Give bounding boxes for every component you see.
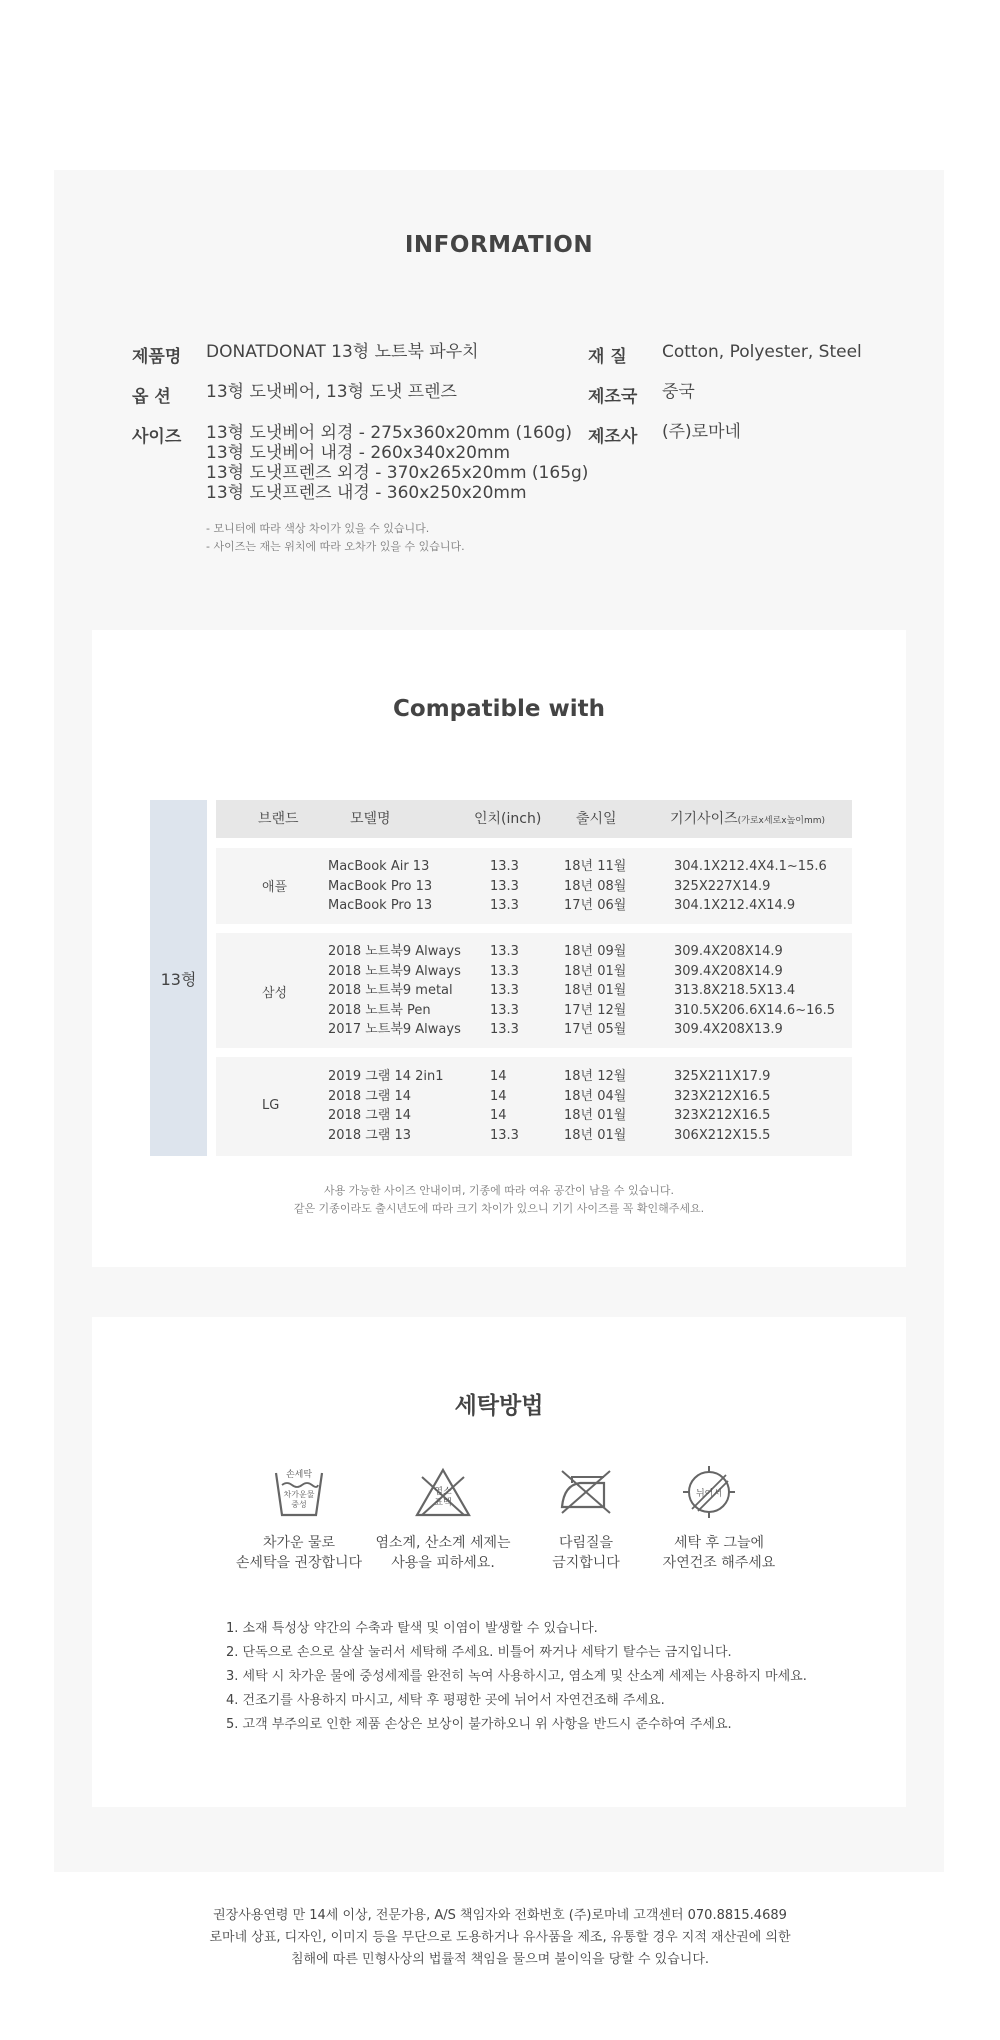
caption-line: 세탁 후 그늘에 <box>673 1535 765 1551</box>
table-cell: 2018 노트북 Pen <box>328 1002 431 1018</box>
table-cell: 18년 09월 <box>564 944 627 959</box>
footer-line: 권장사용연령 만 14세 이상, 전문가용, A/S 책임자와 전화번호 (주)로마네 고객센터 070.8815.4689 <box>213 1908 787 1923</box>
table-cell: 306X212X15.5 <box>674 1127 771 1143</box>
material-value: Cotton, Polyester, Steel <box>662 342 862 362</box>
handwash-icon-text: 차가운물 <box>283 1490 315 1499</box>
washing-card <box>92 1317 906 1807</box>
caption-line: 사용을 피하세요. <box>391 1555 495 1571</box>
table-cell: 14 <box>490 1088 507 1104</box>
inch-column <box>490 1067 519 1145</box>
size-label: 사이즈 <box>132 427 182 447</box>
table-cell: MacBook Air 13 <box>328 859 430 874</box>
table-header <box>216 800 852 838</box>
header-size-label: 기기사이즈 <box>670 811 738 827</box>
table-cell: 13.3 <box>490 859 519 874</box>
brand-name: 삼성 <box>262 986 288 1001</box>
table-cell: 2017 노트북9 Always <box>328 1022 461 1037</box>
table-row-group-apple <box>216 848 852 924</box>
wash-caption-iron <box>526 1533 646 1573</box>
table-cell: 310.5X206.6X14.6~16.5 <box>674 1002 836 1018</box>
size-group-label: 13형 <box>150 800 207 1156</box>
washing-instructions <box>226 1617 807 1737</box>
table-cell: 2019 그램 14 2in1 <box>328 1069 444 1084</box>
table-cell: 2018 노트북9 Always <box>328 963 461 979</box>
no-bleach-icon <box>414 1467 472 1519</box>
caption-line: 차가운 물로 <box>262 1535 336 1551</box>
size-lines <box>206 423 588 503</box>
size-line: 13형 도냇프렌즈 내경 - 360x250x20mm <box>206 483 527 503</box>
wash-caption-dry <box>644 1533 794 1573</box>
handwash-icon-text: 중성 <box>291 1500 307 1509</box>
release-column <box>564 857 626 916</box>
brand-name: 애플 <box>262 880 288 895</box>
table-cell: 13.3 <box>490 963 519 979</box>
table-cell: 325X211X17.9 <box>674 1069 771 1084</box>
size-column <box>674 942 835 1040</box>
header-size <box>670 800 825 838</box>
caption-line: 손세탁을 권장합니다 <box>235 1555 363 1571</box>
table-cell: 18년 01월 <box>564 1127 627 1143</box>
note-line: - 사이즈는 재는 위치에 따라 오차가 있을 수 있습니다. <box>206 540 465 553</box>
list-item: 2. 단독으로 손으로 살살 눌러서 세탁해 주세요. 비틀어 짜거나 세탁기 탈수는 금지입니다. <box>226 1645 732 1660</box>
bleach-icon-text: 염소 <box>434 1487 452 1497</box>
wash-caption-handwash <box>229 1533 369 1573</box>
product-detail-panel <box>54 170 944 1872</box>
compatible-card <box>92 630 906 1267</box>
bleach-icon-text: 표백 <box>434 1498 452 1508</box>
caption-line: 자연건조 해주세요 <box>662 1555 776 1571</box>
size-column <box>674 1067 770 1145</box>
table-cell: 325X227X14.9 <box>674 878 771 894</box>
compatible-title: Compatible with <box>393 696 605 722</box>
header-inch: 인치(inch) <box>474 811 542 827</box>
compatible-notes <box>92 1182 906 1218</box>
inch-column <box>490 942 519 1040</box>
option-value: 13형 도냇베어, 13형 도냇 프렌즈 <box>206 382 457 402</box>
table-cell: 13.3 <box>490 944 519 959</box>
table-cell: 18년 12월 <box>564 1069 627 1084</box>
model-column <box>328 942 461 1040</box>
table-cell: 323X212X16.5 <box>674 1108 771 1123</box>
table-cell: 14 <box>490 1108 507 1123</box>
table-cell: 13.3 <box>490 1022 519 1037</box>
model-column <box>328 857 432 916</box>
size-line: 13형 도냇프렌즈 외경 - 370x265x20mm (165g) <box>206 463 589 483</box>
footer-line: 로마네 상표, 디자인, 이미지 등을 무단으로 도용하거나 유사품을 제조, 유통할 경우 지적 재산권에 의한 <box>209 1930 791 1945</box>
model-column <box>328 1067 444 1145</box>
caption-line: 다림질을 <box>558 1535 614 1551</box>
table-cell: 17년 12월 <box>564 1002 627 1018</box>
note-line: 같은 기종이라도 출시년도에 따라 크기 차이가 있으니 기기 사이즈를 꼭 확인해주세요. <box>293 1202 705 1215</box>
maker-value: (주)로마네 <box>662 422 741 442</box>
table-cell: 2018 그램 14 <box>328 1088 412 1104</box>
table-cell: 309.4X208X13.9 <box>674 1022 783 1037</box>
table-cell: 13.3 <box>490 878 519 894</box>
legal-footer <box>0 1905 1000 1971</box>
information-title: INFORMATION <box>404 232 594 258</box>
table-cell: 17년 06월 <box>564 898 627 913</box>
table-row-group-samsung <box>216 933 852 1048</box>
handwash-icon <box>272 1465 326 1521</box>
note-line: - 모니터에 따라 색상 차이가 있을 수 있습니다. <box>206 522 430 535</box>
header-release: 출시일 <box>576 811 617 827</box>
table-cell: 18년 01월 <box>564 983 627 998</box>
maker-label: 제조사 <box>588 427 638 447</box>
option-label: 옵 션 <box>132 387 171 407</box>
caption-line: 금지합니다 <box>552 1555 620 1571</box>
table-cell: 13.3 <box>490 1127 519 1143</box>
material-label: 재 질 <box>588 347 627 367</box>
table-cell: 323X212X16.5 <box>674 1088 771 1104</box>
list-item: 4. 건조기를 사용하지 마시고, 세탁 후 평평한 곳에 뉘어서 자연건조해 주세요. <box>226 1693 665 1708</box>
caption-line: 염소계, 산소계 세제는 <box>375 1535 511 1551</box>
wash-caption-bleach <box>368 1533 518 1573</box>
release-column <box>564 942 626 1040</box>
flat-dry-icon <box>682 1465 736 1519</box>
washing-title: 세탁방법 <box>454 1393 544 1419</box>
header-size-unit: (가로x세로x높이mm) <box>737 816 825 826</box>
table-cell: 2018 노트북9 Always <box>328 944 461 959</box>
product-name-value: DONATDONAT 13형 노트북 파우치 <box>206 342 479 362</box>
note-line: 사용 가능한 사이즈 안내이며, 기종에 따라 여유 공간이 남을 수 있습니다. <box>323 1184 675 1197</box>
release-column <box>564 1067 626 1145</box>
size-line: 13형 도냇베어 내경 - 260x340x20mm <box>206 443 511 463</box>
table-cell: 14 <box>490 1069 507 1084</box>
table-cell: 18년 04월 <box>564 1088 627 1104</box>
origin-label: 제조국 <box>588 387 638 407</box>
origin-value: 중국 <box>662 382 695 402</box>
table-cell: 18년 11월 <box>564 859 627 874</box>
table-cell: 13.3 <box>490 898 519 913</box>
list-item: 5. 고객 부주의로 인한 제품 손상은 보상이 불가하오니 위 사항을 반드시 준수하여 주세요. <box>226 1717 732 1732</box>
table-cell: 13.3 <box>490 983 519 998</box>
table-cell: 18년 01월 <box>564 1108 627 1123</box>
footer-line: 침해에 따른 민형사상의 법률적 책임을 물으며 불이익을 당할 수 있습니다. <box>290 1952 710 1967</box>
table-cell: MacBook Pro 13 <box>328 898 433 913</box>
table-cell: 304.1X212.4X14.9 <box>674 898 796 913</box>
table-cell: 2018 그램 14 <box>328 1108 412 1123</box>
table-cell: 313.8X218.5X13.4 <box>674 983 796 998</box>
table-cell: 2018 그램 13 <box>328 1127 412 1143</box>
table-cell: 304.1X212.4X4.1~15.6 <box>674 859 827 874</box>
inch-column <box>490 857 519 916</box>
header-brand: 브랜드 <box>258 811 299 827</box>
table-cell: 18년 01월 <box>564 963 627 979</box>
table-cell: 2018 노트북9 metal <box>328 983 453 998</box>
table-cell: 18년 08월 <box>564 878 627 894</box>
table-cell: MacBook Pro 13 <box>328 878 433 894</box>
table-cell: 13.3 <box>490 1002 519 1018</box>
size-line: 13형 도냇베어 외경 - 275x360x20mm (160g) <box>206 423 573 443</box>
table-row-group-lg <box>216 1057 852 1156</box>
flat-dry-icon-text: 뉘어서 <box>695 1489 723 1499</box>
table-cell: 309.4X208X14.9 <box>674 944 783 959</box>
list-item: 3. 세탁 시 차가운 물에 중성세제를 완전히 녹여 사용하시고, 염소계 및 산소계 세제는 사용하지 마세요. <box>226 1669 807 1684</box>
header-model: 모델명 <box>350 811 391 827</box>
list-item: 1. 소재 특성상 약간의 수축과 탈색 및 이염이 발생할 수 있습니다. <box>226 1621 598 1636</box>
brand-name: LG <box>262 1098 280 1113</box>
product-name-label: 제품명 <box>132 347 182 367</box>
information-notes <box>206 520 465 556</box>
table-cell: 309.4X208X14.9 <box>674 963 783 979</box>
no-iron-icon <box>558 1467 614 1517</box>
size-column <box>674 857 827 916</box>
handwash-icon-label: 손세탁 <box>285 1470 313 1480</box>
table-cell: 17년 05월 <box>564 1022 627 1037</box>
